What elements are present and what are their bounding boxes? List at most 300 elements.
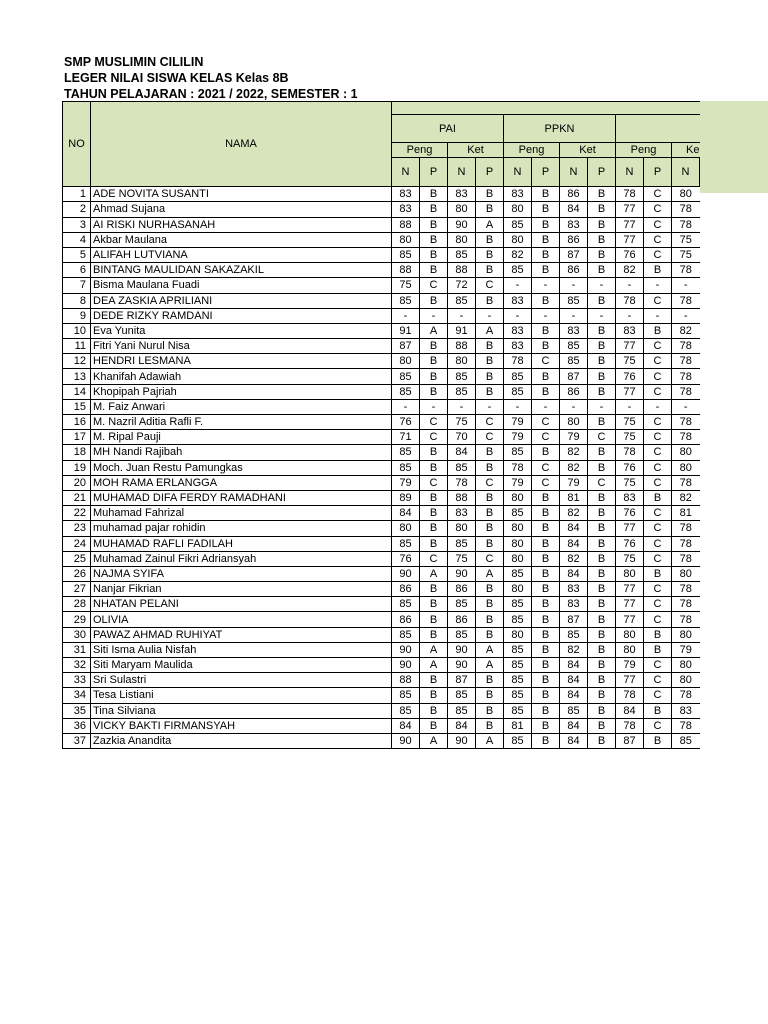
predicate-cell: C bbox=[644, 582, 672, 597]
score-cell: 80 bbox=[504, 202, 532, 217]
score-cell: 85 bbox=[560, 354, 588, 369]
score-cell: 80 bbox=[616, 642, 644, 657]
score-cell: 75 bbox=[616, 430, 644, 445]
predicate-cell: C bbox=[644, 369, 672, 384]
student-name: NAJMA SYIFA bbox=[91, 566, 392, 581]
predicate-cell: - bbox=[588, 399, 616, 414]
predicate-cell: C bbox=[420, 278, 448, 293]
predicate-cell: B bbox=[476, 612, 504, 627]
predicate-cell: C bbox=[644, 551, 672, 566]
predicate-cell: C bbox=[644, 384, 672, 399]
predicate-cell: - bbox=[644, 308, 672, 323]
score-cell: 80 bbox=[448, 202, 476, 217]
score-cell: 78 bbox=[672, 430, 700, 445]
predicate-cell: C bbox=[644, 187, 672, 202]
score-cell: 79 bbox=[504, 475, 532, 490]
score-cell: 88 bbox=[392, 263, 420, 278]
predicate-cell: B bbox=[532, 369, 560, 384]
score-cell: 85 bbox=[560, 627, 588, 642]
predicate-cell: - bbox=[420, 399, 448, 414]
predicate-cell: - bbox=[588, 278, 616, 293]
score-cell: 86 bbox=[560, 384, 588, 399]
score-cell: 83 bbox=[560, 597, 588, 612]
score-cell: 85 bbox=[504, 384, 532, 399]
score-cell: - bbox=[392, 399, 420, 414]
predicate-cell: C bbox=[420, 475, 448, 490]
score-cell: 76 bbox=[392, 551, 420, 566]
predicate-cell: B bbox=[532, 612, 560, 627]
score-cell: 80 bbox=[448, 232, 476, 247]
score-cell: 87 bbox=[560, 247, 588, 262]
predicate-cell: B bbox=[588, 612, 616, 627]
predicate-cell: B bbox=[476, 293, 504, 308]
score-cell: 86 bbox=[392, 612, 420, 627]
score-cell: 85 bbox=[504, 658, 532, 673]
student-name: Siti Isma Aulia Nisfah bbox=[91, 642, 392, 657]
score-cell: 85 bbox=[448, 703, 476, 718]
predicate-cell: B bbox=[588, 642, 616, 657]
score-cell: 78 bbox=[672, 688, 700, 703]
score-cell: 83 bbox=[448, 506, 476, 521]
predicate-cell: B bbox=[644, 733, 672, 748]
predicate-cell: B bbox=[532, 658, 560, 673]
score-cell: 78 bbox=[672, 217, 700, 232]
student-name: NHATAN PELANI bbox=[91, 597, 392, 612]
predicate-cell: B bbox=[532, 582, 560, 597]
predicate-cell: B bbox=[588, 688, 616, 703]
predicate-cell: B bbox=[532, 688, 560, 703]
predicate-cell: B bbox=[644, 490, 672, 505]
score-cell: 85 bbox=[504, 703, 532, 718]
score-cell: 80 bbox=[504, 232, 532, 247]
score-cell: 84 bbox=[392, 506, 420, 521]
score-cell: 85 bbox=[504, 642, 532, 657]
table-row bbox=[63, 217, 700, 232]
row-number: 15 bbox=[63, 399, 91, 414]
row-number: 10 bbox=[63, 323, 91, 338]
table-row bbox=[63, 354, 700, 369]
predicate-cell: B bbox=[588, 460, 616, 475]
predicate-cell: C bbox=[644, 293, 672, 308]
table-row bbox=[63, 490, 700, 505]
row-number: 33 bbox=[63, 673, 91, 688]
student-name: OLIVIA bbox=[91, 612, 392, 627]
score-cell: - bbox=[616, 308, 644, 323]
header-row-top bbox=[63, 102, 700, 115]
predicate-cell: B bbox=[476, 718, 504, 733]
score-cell: 83 bbox=[392, 202, 420, 217]
score-cell: 78 bbox=[672, 521, 700, 536]
score-cell: 85 bbox=[392, 688, 420, 703]
student-name: BINTANG MAULIDAN SAKAZAKIL bbox=[91, 263, 392, 278]
predicate-cell: B bbox=[588, 536, 616, 551]
header-ppkn-peng: Peng bbox=[504, 143, 560, 158]
predicate-cell: B bbox=[420, 232, 448, 247]
predicate-cell: C bbox=[644, 475, 672, 490]
score-cell: 80 bbox=[672, 566, 700, 581]
score-cell: 80 bbox=[504, 536, 532, 551]
score-cell: 82 bbox=[672, 490, 700, 505]
table-row bbox=[63, 582, 700, 597]
predicate-cell: B bbox=[476, 202, 504, 217]
score-cell: 77 bbox=[616, 582, 644, 597]
score-cell: 77 bbox=[616, 521, 644, 536]
student-name: Muhamad Zainul Fikri Adriansyah bbox=[91, 551, 392, 566]
predicate-cell: B bbox=[588, 566, 616, 581]
score-cell: 84 bbox=[560, 718, 588, 733]
row-number: 34 bbox=[63, 688, 91, 703]
score-cell: 80 bbox=[392, 232, 420, 247]
predicate-cell: B bbox=[532, 521, 560, 536]
score-cell: 78 bbox=[672, 263, 700, 278]
student-name: Nanjar Fikrian bbox=[91, 582, 392, 597]
header-n: N bbox=[560, 158, 588, 187]
row-number: 3 bbox=[63, 217, 91, 232]
score-cell: 85 bbox=[504, 217, 532, 232]
score-cell: 82 bbox=[560, 460, 588, 475]
table-row bbox=[63, 566, 700, 581]
predicate-cell: B bbox=[532, 293, 560, 308]
score-cell: 83 bbox=[448, 187, 476, 202]
score-cell: 78 bbox=[672, 369, 700, 384]
score-cell: - bbox=[504, 399, 532, 414]
predicate-cell: A bbox=[476, 217, 504, 232]
score-cell: 77 bbox=[616, 232, 644, 247]
score-cell: 82 bbox=[560, 551, 588, 566]
score-cell: 79 bbox=[504, 415, 532, 430]
academic-year: TAHUN PELAJARAN : 2021 / 2022, SEMESTER : 1 bbox=[64, 87, 358, 101]
predicate-cell: C bbox=[644, 415, 672, 430]
table-row bbox=[63, 475, 700, 490]
score-cell: 80 bbox=[560, 415, 588, 430]
score-cell: 80 bbox=[504, 521, 532, 536]
score-cell: 90 bbox=[448, 658, 476, 673]
predicate-cell: B bbox=[420, 688, 448, 703]
score-cell: 91 bbox=[392, 323, 420, 338]
header-p: P bbox=[588, 158, 616, 187]
score-cell: 84 bbox=[560, 536, 588, 551]
student-name: M. Nazril Aditia Rafli F. bbox=[91, 415, 392, 430]
score-cell: 75 bbox=[616, 475, 644, 490]
predicate-cell: B bbox=[588, 293, 616, 308]
student-name: DEDE RIZKY RAMDANI bbox=[91, 308, 392, 323]
predicate-cell: B bbox=[420, 506, 448, 521]
predicate-cell: C bbox=[644, 460, 672, 475]
score-cell: 77 bbox=[616, 612, 644, 627]
predicate-cell: B bbox=[644, 627, 672, 642]
row-number: 25 bbox=[63, 551, 91, 566]
predicate-cell: B bbox=[588, 323, 616, 338]
predicate-cell: C bbox=[644, 688, 672, 703]
score-cell: 84 bbox=[560, 566, 588, 581]
header-nama: NAMA bbox=[91, 102, 392, 187]
predicate-cell: C bbox=[644, 597, 672, 612]
predicate-cell: C bbox=[588, 475, 616, 490]
predicate-cell: B bbox=[532, 445, 560, 460]
predicate-cell: C bbox=[644, 612, 672, 627]
table-row bbox=[63, 460, 700, 475]
predicate-cell: B bbox=[588, 490, 616, 505]
table-row bbox=[63, 369, 700, 384]
score-cell: 84 bbox=[560, 673, 588, 688]
score-cell: 75 bbox=[616, 551, 644, 566]
predicate-cell: B bbox=[532, 566, 560, 581]
predicate-cell: B bbox=[532, 384, 560, 399]
predicate-cell: B bbox=[588, 703, 616, 718]
student-name: M. Ripal Pauji bbox=[91, 430, 392, 445]
predicate-cell: A bbox=[476, 642, 504, 657]
score-cell: 90 bbox=[392, 658, 420, 673]
score-cell: 87 bbox=[560, 369, 588, 384]
score-cell: 80 bbox=[616, 627, 644, 642]
score-cell: 86 bbox=[560, 232, 588, 247]
score-cell: 89 bbox=[392, 490, 420, 505]
score-cell: 78 bbox=[672, 475, 700, 490]
predicate-cell: B bbox=[476, 339, 504, 354]
predicate-cell: B bbox=[588, 369, 616, 384]
table-row bbox=[63, 232, 700, 247]
score-cell: 88 bbox=[392, 217, 420, 232]
score-cell: 85 bbox=[504, 673, 532, 688]
predicate-cell: A bbox=[476, 566, 504, 581]
score-cell: 85 bbox=[392, 597, 420, 612]
score-cell: 75 bbox=[672, 247, 700, 262]
predicate-cell: A bbox=[420, 642, 448, 657]
header-subject-band bbox=[392, 102, 700, 115]
table-row bbox=[63, 415, 700, 430]
score-cell: 80 bbox=[392, 521, 420, 536]
score-cell: 79 bbox=[560, 430, 588, 445]
predicate-cell: B bbox=[644, 263, 672, 278]
score-cell: 78 bbox=[672, 384, 700, 399]
score-cell: 88 bbox=[392, 673, 420, 688]
predicate-cell: B bbox=[420, 369, 448, 384]
score-cell: 77 bbox=[616, 597, 644, 612]
student-name: AI RISKI NURHASANAH bbox=[91, 217, 392, 232]
row-number: 19 bbox=[63, 460, 91, 475]
score-cell: 84 bbox=[560, 658, 588, 673]
predicate-cell: C bbox=[644, 232, 672, 247]
header-p: P bbox=[420, 158, 448, 187]
predicate-cell: B bbox=[532, 597, 560, 612]
predicate-cell: B bbox=[476, 354, 504, 369]
table-row bbox=[63, 733, 700, 748]
student-name: Moch. Juan Restu Pamungkas bbox=[91, 460, 392, 475]
score-cell: 84 bbox=[392, 718, 420, 733]
student-name: M. Faiz Anwari bbox=[91, 399, 392, 414]
predicate-cell: C bbox=[476, 415, 504, 430]
score-cell: 87 bbox=[616, 733, 644, 748]
score-cell: 78 bbox=[672, 354, 700, 369]
score-cell: 90 bbox=[448, 733, 476, 748]
score-cell: 90 bbox=[392, 733, 420, 748]
row-number: 16 bbox=[63, 415, 91, 430]
student-name: PAWAZ AHMAD RUHIYAT bbox=[91, 627, 392, 642]
predicate-cell: B bbox=[644, 323, 672, 338]
score-cell: - bbox=[616, 399, 644, 414]
row-number: 21 bbox=[63, 490, 91, 505]
predicate-cell: C bbox=[644, 430, 672, 445]
score-cell: 83 bbox=[504, 187, 532, 202]
score-cell: 78 bbox=[672, 597, 700, 612]
score-cell: 83 bbox=[616, 490, 644, 505]
score-cell: 85 bbox=[560, 703, 588, 718]
score-cell: 85 bbox=[560, 293, 588, 308]
student-name: HENDRI LESMANA bbox=[91, 354, 392, 369]
student-name: Zazkia Anandita bbox=[91, 733, 392, 748]
score-cell: 87 bbox=[560, 612, 588, 627]
score-cell: 81 bbox=[672, 506, 700, 521]
score-cell: 78 bbox=[616, 293, 644, 308]
score-cell: 85 bbox=[448, 247, 476, 262]
predicate-cell: C bbox=[532, 430, 560, 445]
predicate-cell: B bbox=[476, 247, 504, 262]
predicate-cell: B bbox=[420, 536, 448, 551]
score-cell: 83 bbox=[504, 293, 532, 308]
predicate-cell: C bbox=[644, 658, 672, 673]
score-cell: 87 bbox=[392, 339, 420, 354]
header-subject-ppkn: PPKN bbox=[504, 115, 616, 143]
header-p: P bbox=[532, 158, 560, 187]
header-next-peng: Peng bbox=[616, 143, 672, 158]
predicate-cell: B bbox=[588, 247, 616, 262]
row-number: 29 bbox=[63, 612, 91, 627]
row-number: 23 bbox=[63, 521, 91, 536]
score-cell: 82 bbox=[504, 247, 532, 262]
table-row bbox=[63, 521, 700, 536]
score-cell: 78 bbox=[672, 536, 700, 551]
student-name: Eva Yunita bbox=[91, 323, 392, 338]
score-cell: 84 bbox=[560, 521, 588, 536]
table-row bbox=[63, 399, 700, 414]
student-name: Sri Sulastri bbox=[91, 673, 392, 688]
score-cell: 82 bbox=[560, 445, 588, 460]
score-cell: 86 bbox=[560, 263, 588, 278]
predicate-cell: B bbox=[588, 733, 616, 748]
header-n: N bbox=[616, 158, 644, 187]
score-cell: 75 bbox=[616, 354, 644, 369]
predicate-cell: B bbox=[644, 566, 672, 581]
score-cell: - bbox=[392, 308, 420, 323]
score-cell: 82 bbox=[560, 506, 588, 521]
predicate-cell: B bbox=[588, 597, 616, 612]
score-cell: 78 bbox=[672, 339, 700, 354]
score-cell: 80 bbox=[672, 658, 700, 673]
predicate-cell: B bbox=[532, 232, 560, 247]
predicate-cell: B bbox=[532, 718, 560, 733]
row-number: 18 bbox=[63, 445, 91, 460]
score-cell: 82 bbox=[560, 642, 588, 657]
predicate-cell: B bbox=[420, 202, 448, 217]
row-number: 36 bbox=[63, 718, 91, 733]
score-cell: 82 bbox=[672, 323, 700, 338]
score-cell: 85 bbox=[392, 293, 420, 308]
row-number: 17 bbox=[63, 430, 91, 445]
predicate-cell: C bbox=[420, 551, 448, 566]
header-n: N bbox=[448, 158, 476, 187]
predicate-cell: B bbox=[532, 627, 560, 642]
predicate-cell: C bbox=[644, 217, 672, 232]
score-cell: 85 bbox=[448, 460, 476, 475]
predicate-cell: B bbox=[476, 673, 504, 688]
row-number: 22 bbox=[63, 506, 91, 521]
row-number: 13 bbox=[63, 369, 91, 384]
score-cell: 75 bbox=[616, 415, 644, 430]
header-n: N bbox=[392, 158, 420, 187]
score-cell: - bbox=[448, 308, 476, 323]
predicate-cell: B bbox=[588, 506, 616, 521]
score-cell: 83 bbox=[616, 323, 644, 338]
predicate-cell: B bbox=[532, 642, 560, 657]
table-row bbox=[63, 658, 700, 673]
row-number: 6 bbox=[63, 263, 91, 278]
row-number: 20 bbox=[63, 475, 91, 490]
row-number: 28 bbox=[63, 597, 91, 612]
predicate-cell: - bbox=[644, 399, 672, 414]
score-cell: 84 bbox=[560, 202, 588, 217]
student-name: Muhamad Fahrizal bbox=[91, 506, 392, 521]
score-cell: 80 bbox=[448, 354, 476, 369]
row-number: 12 bbox=[63, 354, 91, 369]
score-cell: 91 bbox=[448, 323, 476, 338]
score-cell: - bbox=[560, 278, 588, 293]
score-cell: 85 bbox=[448, 597, 476, 612]
score-cell: 80 bbox=[448, 521, 476, 536]
predicate-cell: B bbox=[476, 703, 504, 718]
score-cell: 83 bbox=[504, 339, 532, 354]
score-cell: 84 bbox=[448, 718, 476, 733]
score-cell: 78 bbox=[672, 202, 700, 217]
score-cell: 80 bbox=[672, 445, 700, 460]
score-cell: 78 bbox=[448, 475, 476, 490]
predicate-cell: B bbox=[476, 688, 504, 703]
student-name: Siti Maryam Maulida bbox=[91, 658, 392, 673]
score-cell: 78 bbox=[672, 718, 700, 733]
predicate-cell: B bbox=[588, 384, 616, 399]
score-cell: 90 bbox=[392, 642, 420, 657]
predicate-cell: C bbox=[644, 536, 672, 551]
student-name: ALIFAH LUTVIANA bbox=[91, 247, 392, 262]
student-name: Tina Silviana bbox=[91, 703, 392, 718]
legger-title: LEGER NILAI SISWA KELAS Kelas 8B bbox=[64, 71, 289, 85]
score-cell: 83 bbox=[560, 217, 588, 232]
predicate-cell: B bbox=[588, 521, 616, 536]
row-number: 8 bbox=[63, 293, 91, 308]
score-cell: 78 bbox=[616, 688, 644, 703]
score-cell: 76 bbox=[616, 460, 644, 475]
score-cell: 86 bbox=[392, 582, 420, 597]
score-cell: 85 bbox=[392, 703, 420, 718]
score-cell: 76 bbox=[616, 506, 644, 521]
header-subject-pai: PAI bbox=[392, 115, 504, 143]
table-row bbox=[63, 308, 700, 323]
score-cell: 90 bbox=[448, 217, 476, 232]
predicate-cell: B bbox=[532, 703, 560, 718]
score-cell: 84 bbox=[616, 703, 644, 718]
predicate-cell: C bbox=[644, 339, 672, 354]
predicate-cell: B bbox=[476, 627, 504, 642]
predicate-cell: C bbox=[644, 506, 672, 521]
predicate-cell: B bbox=[588, 354, 616, 369]
student-name: MH Nandi Rajibah bbox=[91, 445, 392, 460]
score-cell: 79 bbox=[504, 430, 532, 445]
student-name: VICKY BAKTI FIRMANSYAH bbox=[91, 718, 392, 733]
predicate-cell: C bbox=[644, 718, 672, 733]
score-cell: 80 bbox=[672, 673, 700, 688]
predicate-cell: C bbox=[644, 202, 672, 217]
score-cell: 78 bbox=[672, 612, 700, 627]
score-cell: 79 bbox=[672, 642, 700, 657]
